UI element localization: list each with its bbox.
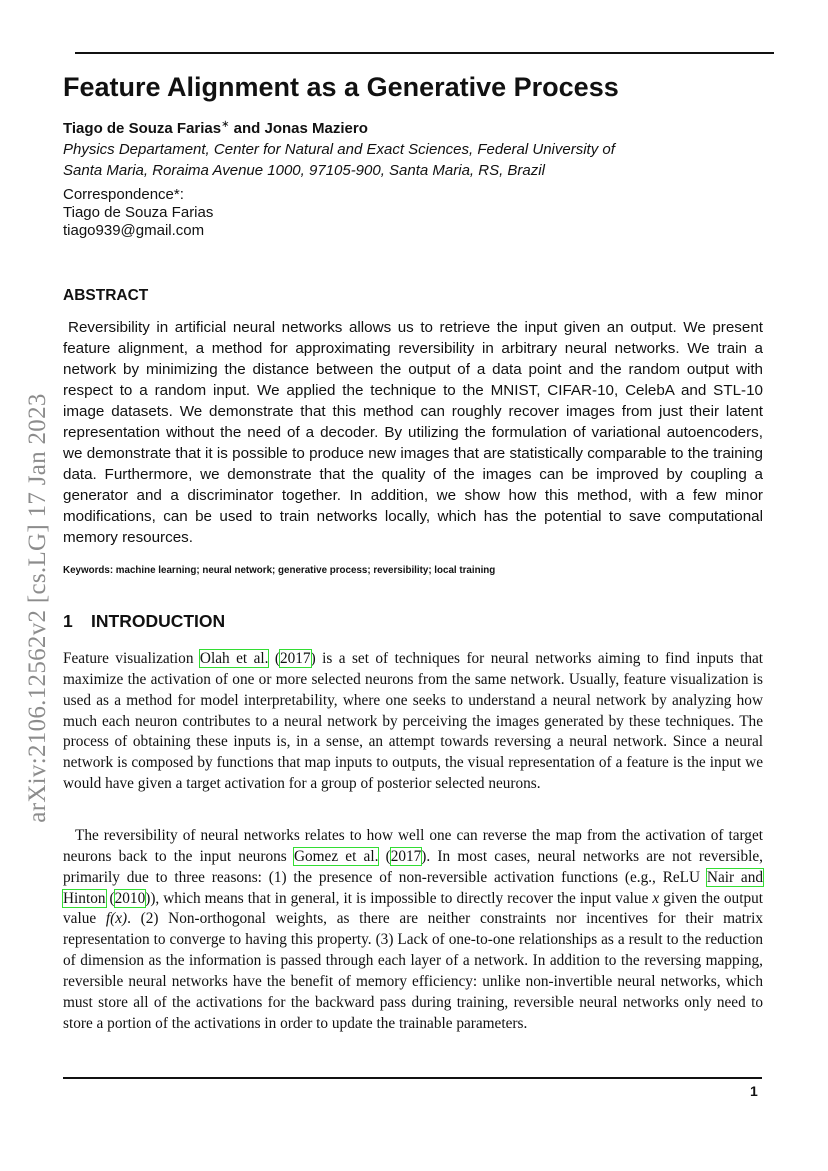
correspondence-label: Correspondence*: (63, 186, 184, 203)
keywords: Keywords: machine learning; neural network; generative process; reversibility; local training (63, 565, 496, 576)
footer-rule (63, 1077, 762, 1079)
section-number: 1 (63, 611, 73, 631)
citation-link[interactable]: Nair and Hinton (63, 868, 763, 907)
paper-title: Feature Alignment as a Generative Process (63, 72, 619, 102)
header-rule (75, 52, 774, 54)
section-heading (63, 611, 225, 632)
math-expression: f(x) (105, 910, 128, 928)
intro-paragraph-2: The reversibility of neural networks relates to how well one can reverse the map from the activation of target neurons back to the input neurons Gomez et al. (2017). In most cases, neural networks are not reversible, primarily due to three reasons: (1) the presence of non-reversible activation functions (e.g., ReLU Nair and Hinton (2010)), which means that in general, it is impossible to directly recover the input value x given the output value f(x). (2) Non-orthogonal weights, as there are neither constraints nor incentives for their matrix representation to converge to having this property. (3) Lack of one-to-one relationships as a result to the reduction of dimension as the information is passed through each layer of a network. In addition to the reversing mapping, reversible neural networks have the benefit of memory efficiency: unlike non-invertible neural networks, which must store all of the activations for the backward pass during training, reversible neural networks only need to store a portion of the activations in order to update the trainable parameters. (63, 827, 764, 1032)
citation-year-link[interactable]: 2017 (390, 847, 422, 865)
affiliation (63, 139, 703, 181)
correspondence-name: Tiago de Souza Farias (63, 204, 214, 221)
author-name: Jonas Maziero (264, 120, 368, 137)
math-variable: x (652, 889, 660, 907)
citation-link[interactable]: Olah et al. (199, 650, 269, 667)
citation-year-link[interactable]: 2017 (279, 650, 311, 667)
intro-paragraph-1: Feature visualization Olah et al. (2017) is a set of techniques for neural networks aiming to find inputs that maximize the activation of one or more selected neurons from the same network. Usually, feature visualization is used as a method for model interpretability, where one seeks to understand a neural network by analyzing how much each neuron contributes to a neural network by perceiving the images generated by these techniques. The process of obtaining these inputs is, in a sense, an attempt towards reversing a neural network. Since a neural network is composed by functions that map inputs to outputs, the visual representation of a feature is the input we would have given a target activation for a group of posterior selected neurons. (63, 650, 764, 793)
author-line (63, 115, 368, 138)
arxiv-identifier: arXiv:2106.12562v2 [cs.LG] 17 Jan 2023 (24, 393, 51, 823)
corresponding-author-mark: ∗ (221, 119, 230, 130)
correspondence-email: tiago939@gmail.com (63, 222, 205, 239)
citation-year-link[interactable]: 2010 (114, 889, 146, 907)
section-title: INTRODUCTION (91, 611, 226, 631)
abstract-text: Reversibility in artificial neural networks allows us to retrieve the input given an output. We present feature alignment, a method for approximating reversibility in arbitrary neural networks. We train a network by minimizing the distance between the output of a data point and the random output with respect to a random input. We applied the technique to the MNIST, CIFAR-10, CelebA and STL-10 image datasets. We demonstrate that this method can roughly recover images from just their latent representation without the need of a decoder. By utilizing the formulation of variational autoencoders, we demonstrate that it is possible to produce new images that are statistically comparable to the training data. Furthermore, we demonstrate that the quality of the images can be improved by coupling a generator and a discriminator together. In addition, we show how this method, with a few minor modifications, can be used to train networks locally, which has the potential to save computational memory resources. (63, 319, 763, 546)
author-name: Tiago de Souza Farias (63, 120, 222, 137)
affiliation-line: Santa Maria, Roraima Avenue 1000, 97105-900, Santa Maria, RS, Brazil (63, 162, 545, 179)
citation-link[interactable]: Gomez et al. (293, 847, 379, 865)
correspondence-block (63, 186, 213, 240)
author-separator: and (229, 120, 265, 137)
page-number: 1 (750, 1083, 758, 1099)
affiliation-line: Physics Departament, Center for Natural and Exact Sciences, Federal University of (63, 141, 615, 158)
abstract-heading: ABSTRACT (63, 287, 149, 304)
